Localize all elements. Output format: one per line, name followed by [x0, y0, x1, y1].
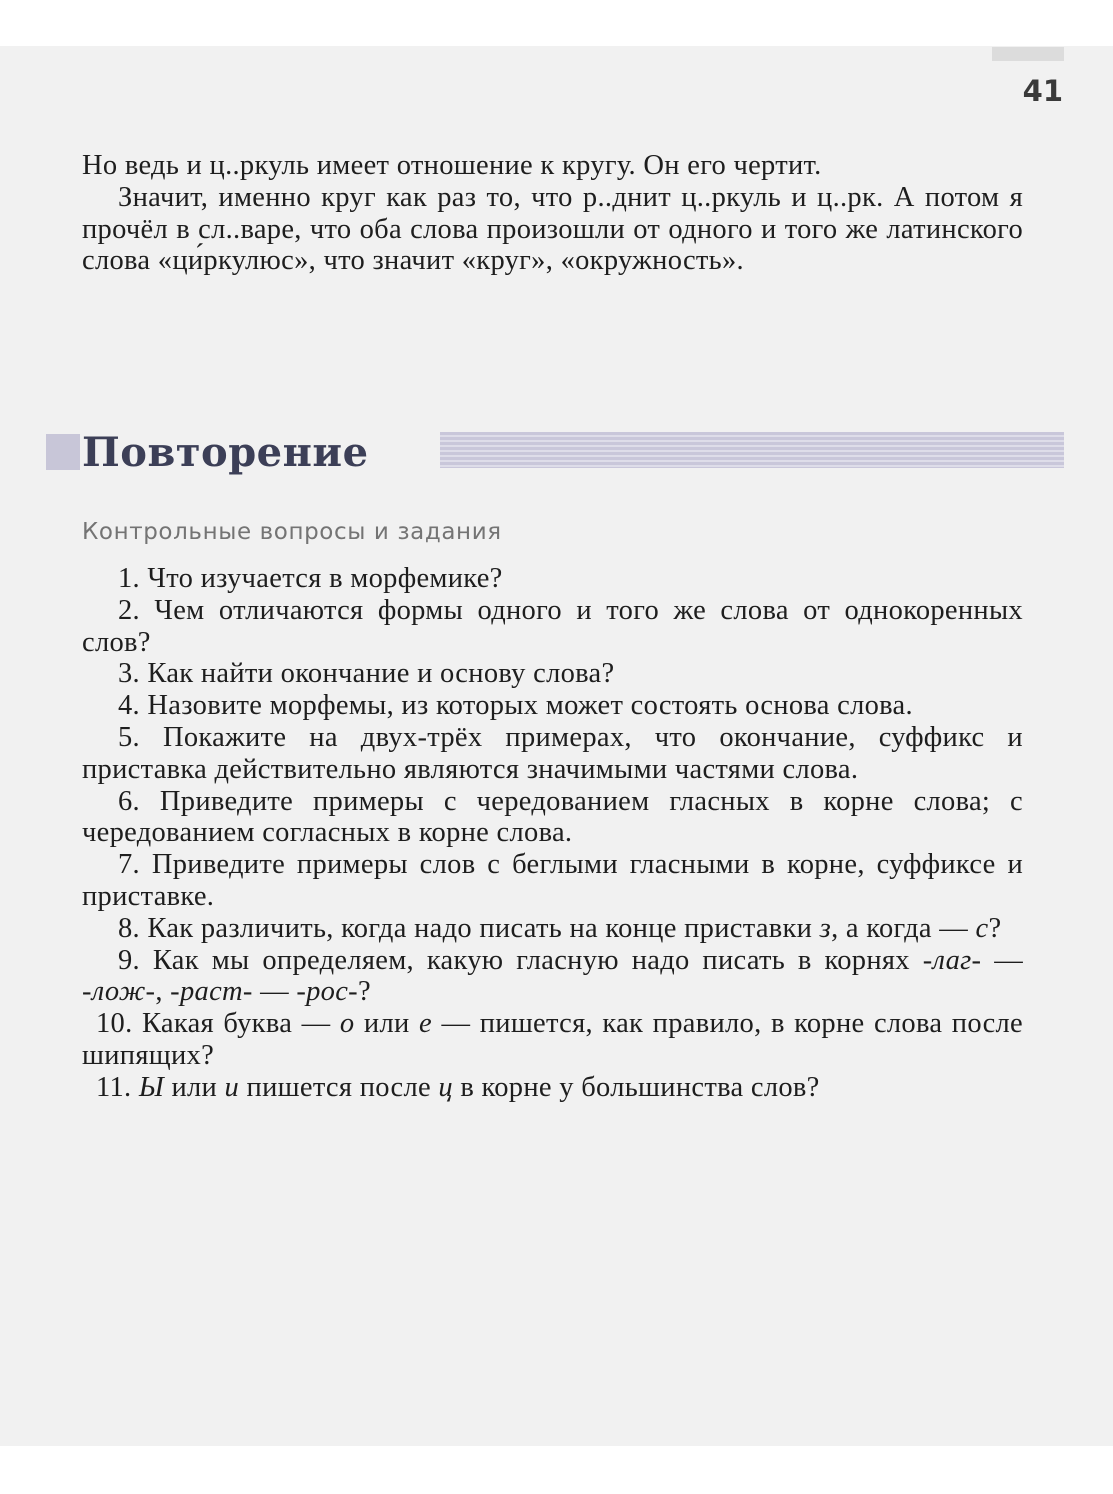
letter-ts: ц — [438, 1071, 453, 1103]
question-item — [82, 595, 1023, 659]
question-text: ? — [357, 976, 371, 1008]
heading-bar-right — [440, 432, 1064, 468]
root-lag: -лаг- — [922, 944, 982, 976]
question-number: 3. — [118, 658, 140, 690]
question-number: 2. — [118, 594, 140, 626]
question-text: — — [981, 944, 1023, 976]
question-text: ? — [988, 912, 1002, 944]
question-text: Чем отличаются формы одного и того же слова от однокоренных слов? — [82, 594, 1023, 658]
root-rast: -раст- — [170, 976, 253, 1008]
question-number: 9. — [118, 944, 140, 976]
question-text: пишется после — [239, 1071, 439, 1103]
root-ros: -рос- — [296, 976, 358, 1008]
letter-o: о — [339, 1008, 355, 1040]
textbook-page — [0, 46, 1113, 1446]
letter-z: з — [819, 912, 832, 944]
section-subtitle: Контрольные вопросы и задания — [82, 519, 502, 545]
intro-paragraph-1: Но ведь и ц..ркуль имеет отношение к кругу. Он его чертит. — [82, 150, 822, 181]
letter-i: и — [224, 1071, 240, 1103]
intro-paragraph-2: Значит, именно круг как раз то, что р..днит ц..ркуль и ц..рк. А потом я прочёл в сл..варе, что оба слова произошли от одного и того же латинского слова «ци́ркулюс», что значит «круг», «окружность». — [82, 181, 1023, 277]
question-item — [82, 786, 1023, 850]
questions-list — [82, 563, 1023, 1104]
question-text: Приведите примеры слов с беглыми гласными в корне, суффиксе и приставке. — [82, 849, 1023, 912]
question-number: 1. — [118, 563, 140, 594]
question-text: в корне у большинства слов? — [452, 1071, 820, 1103]
question-item — [82, 913, 1023, 945]
question-text: , — [155, 976, 171, 1008]
question-text: или — [354, 1008, 420, 1040]
root-lozh: -лож- — [82, 976, 156, 1008]
letter-e: е — [419, 1008, 432, 1040]
question-text: Покажите на двух-трёх примерах, что окончание, суффикс и приставка действительно являются значимыми частями слова. — [82, 721, 1023, 785]
question-text: Назовите морфемы, из которых может состоять основа слова. — [147, 690, 913, 722]
question-text: Как различить, когда надо писать на конце приставки — [147, 912, 820, 944]
page-corner-mark — [992, 47, 1064, 61]
question-text: Приведите примеры с чередованием гласных в корне слова; с чередованием согласных в корне слова. — [82, 785, 1023, 849]
question-text: — — [252, 976, 297, 1008]
question-number: 5. — [118, 721, 140, 753]
question-text: Что изучается в морфемике? — [147, 563, 503, 594]
question-text: или — [164, 1071, 225, 1103]
question-item — [82, 563, 1023, 595]
question-text: Как найти окончание и основу слова? — [147, 658, 615, 690]
question-item — [82, 658, 1023, 690]
question-text: Как мы определяем, какую гласную надо писать в корнях — [152, 944, 923, 976]
section-title: Повторение — [82, 429, 369, 476]
question-text: , а когда — — [831, 912, 976, 944]
question-item — [82, 690, 1023, 722]
question-item — [82, 849, 1023, 913]
question-number: 11. — [96, 1071, 132, 1103]
intro-text — [82, 150, 1023, 277]
heading-bar-left — [46, 434, 80, 470]
question-number: 8. — [118, 912, 140, 944]
question-item — [82, 945, 1023, 1009]
question-item — [82, 1072, 1023, 1104]
question-text: Какая буква — — [142, 1008, 340, 1040]
question-item — [82, 1008, 1023, 1072]
question-item — [82, 722, 1023, 786]
letter-s: с — [975, 912, 989, 944]
page-number: 41 — [1022, 74, 1063, 108]
question-number: 4. — [118, 690, 140, 722]
question-number: 10. — [96, 1008, 133, 1040]
letter-y: Ы — [138, 1071, 165, 1103]
question-number: 6. — [118, 785, 140, 817]
question-number: 7. — [118, 849, 140, 881]
question-text: — пишется, как правило, в корне слова после шипящих? — [82, 1008, 1023, 1071]
